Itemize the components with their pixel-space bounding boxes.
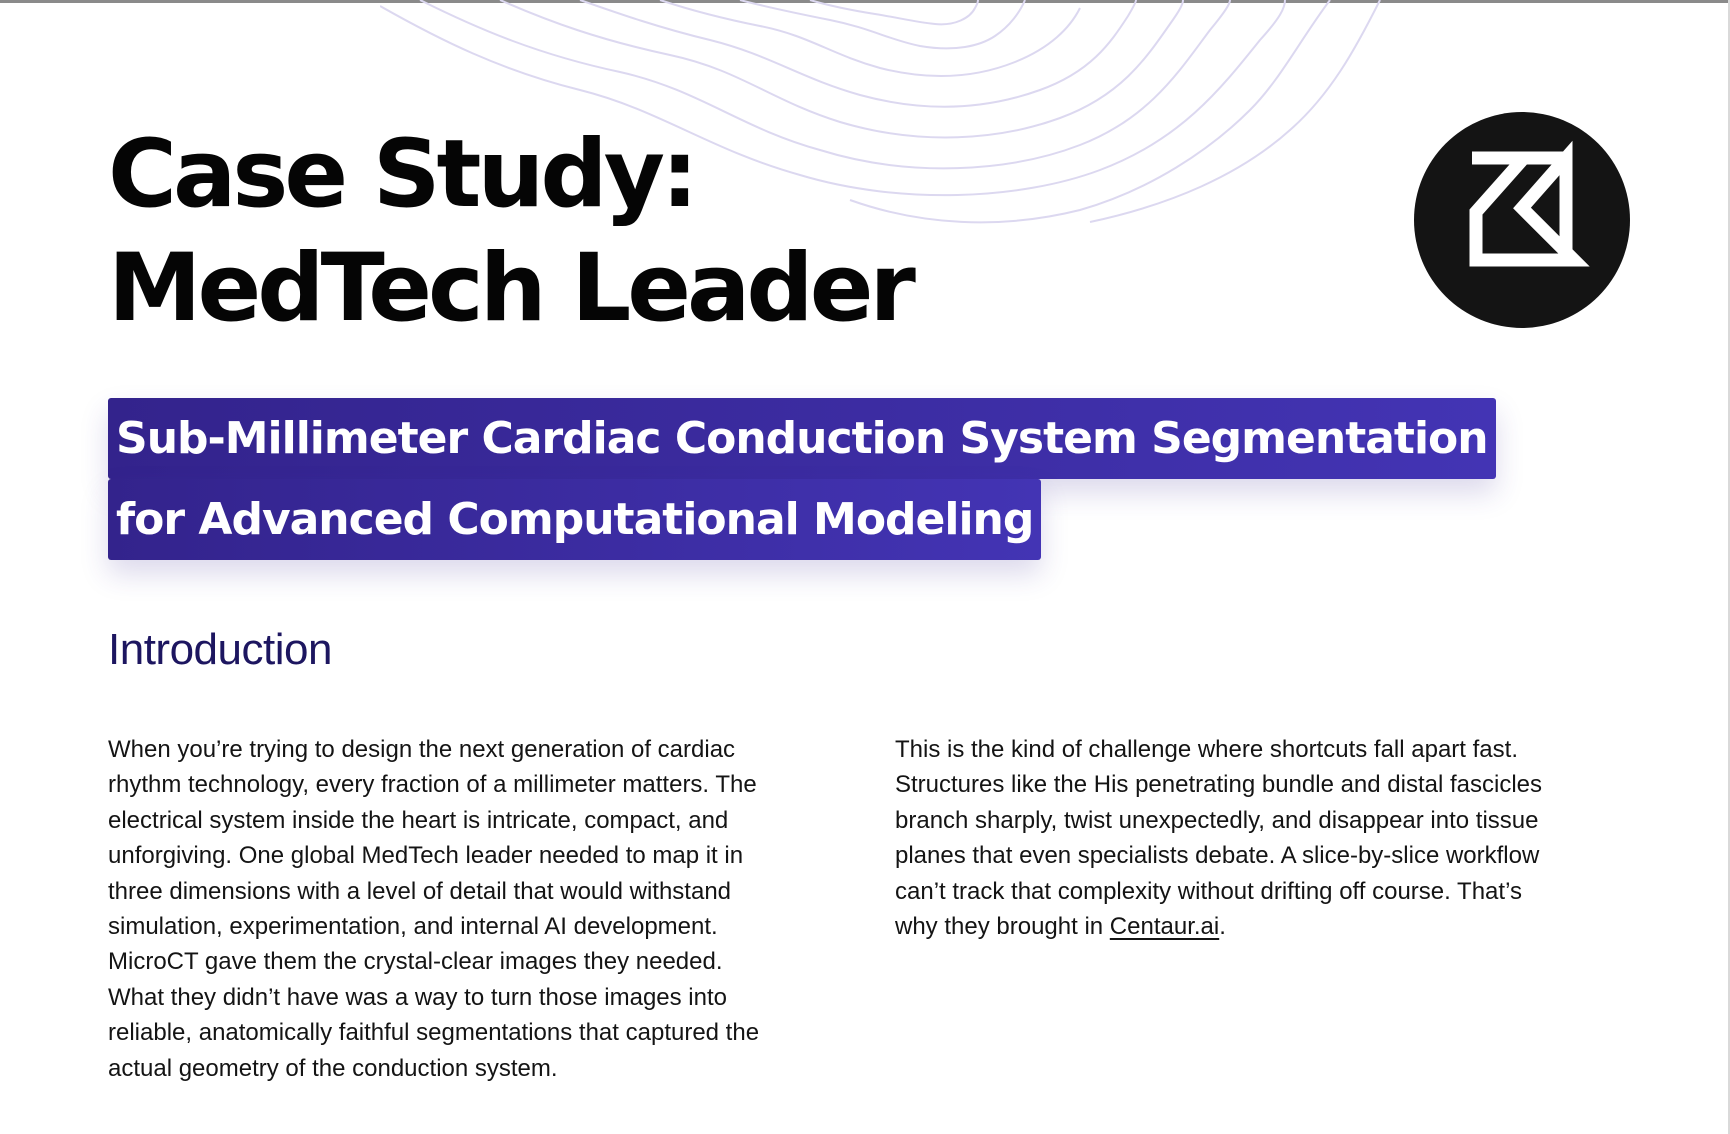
- text-line: When you’re trying to design the next generation of cardiac: [108, 736, 736, 763]
- subtitle-line-1: Sub-Millimeter Cardiac Conduction System Segmentation: [108, 398, 1496, 479]
- text-line: What they didn’t have was a way to turn those images into: [108, 983, 727, 1011]
- centaur-logo: [1414, 112, 1630, 328]
- text-line: MicroCT gave them the crystal-clear images they needed.: [108, 948, 723, 976]
- text-line: rhythm technology, every fraction of a millimeter matters. The: [108, 771, 757, 799]
- subtitle-highlight: [108, 398, 1496, 560]
- title-line-1: Case Study:: [108, 120, 695, 229]
- text-line: unforgiving. One global MedTech leader needed to map it in: [108, 842, 744, 870]
- text-line: Structures like the His penetrating bundle and distal fascicles: [895, 771, 1543, 799]
- text-line: simulation, experimentation, and internal AI development.: [108, 913, 718, 941]
- text-line: can’t track that complexity without drifting off course. That’s: [895, 877, 1522, 905]
- subtitle-line-2: for Advanced Computational Modeling: [108, 479, 1041, 560]
- intro-paragraph-left: [108, 732, 848, 1086]
- text-line: electrical system inside the heart is intricate, compact, and: [108, 806, 729, 834]
- title-line-2: MedTech Leader: [108, 234, 912, 343]
- text-line: branch sharply, twist unexpectedly, and disappear into tissue: [895, 806, 1539, 834]
- text-line: This is the kind of challenge where shortcuts fall apart fast.: [895, 736, 1518, 763]
- page-title: [108, 118, 912, 346]
- centaur-ai-link[interactable]: Centaur.ai: [1109, 913, 1220, 941]
- text-fragment: .: [1219, 913, 1226, 941]
- text-line-with-link: [895, 909, 1635, 944]
- centaur-logo-icon: [1414, 112, 1630, 328]
- text-line: reliable, anatomically faithful segmentations that captured the: [108, 1019, 760, 1047]
- intro-paragraph-right: [895, 732, 1635, 944]
- text-fragment: why they brought in: [895, 913, 1110, 941]
- text-line: three dimensions with a level of detail that would withstand: [108, 877, 732, 905]
- text-line: planes that even specialists debate. A slice-by-slice workflow: [895, 842, 1540, 870]
- section-heading-introduction: Introduction: [108, 625, 332, 674]
- text-line: actual geometry of the conduction system.: [108, 1054, 558, 1082]
